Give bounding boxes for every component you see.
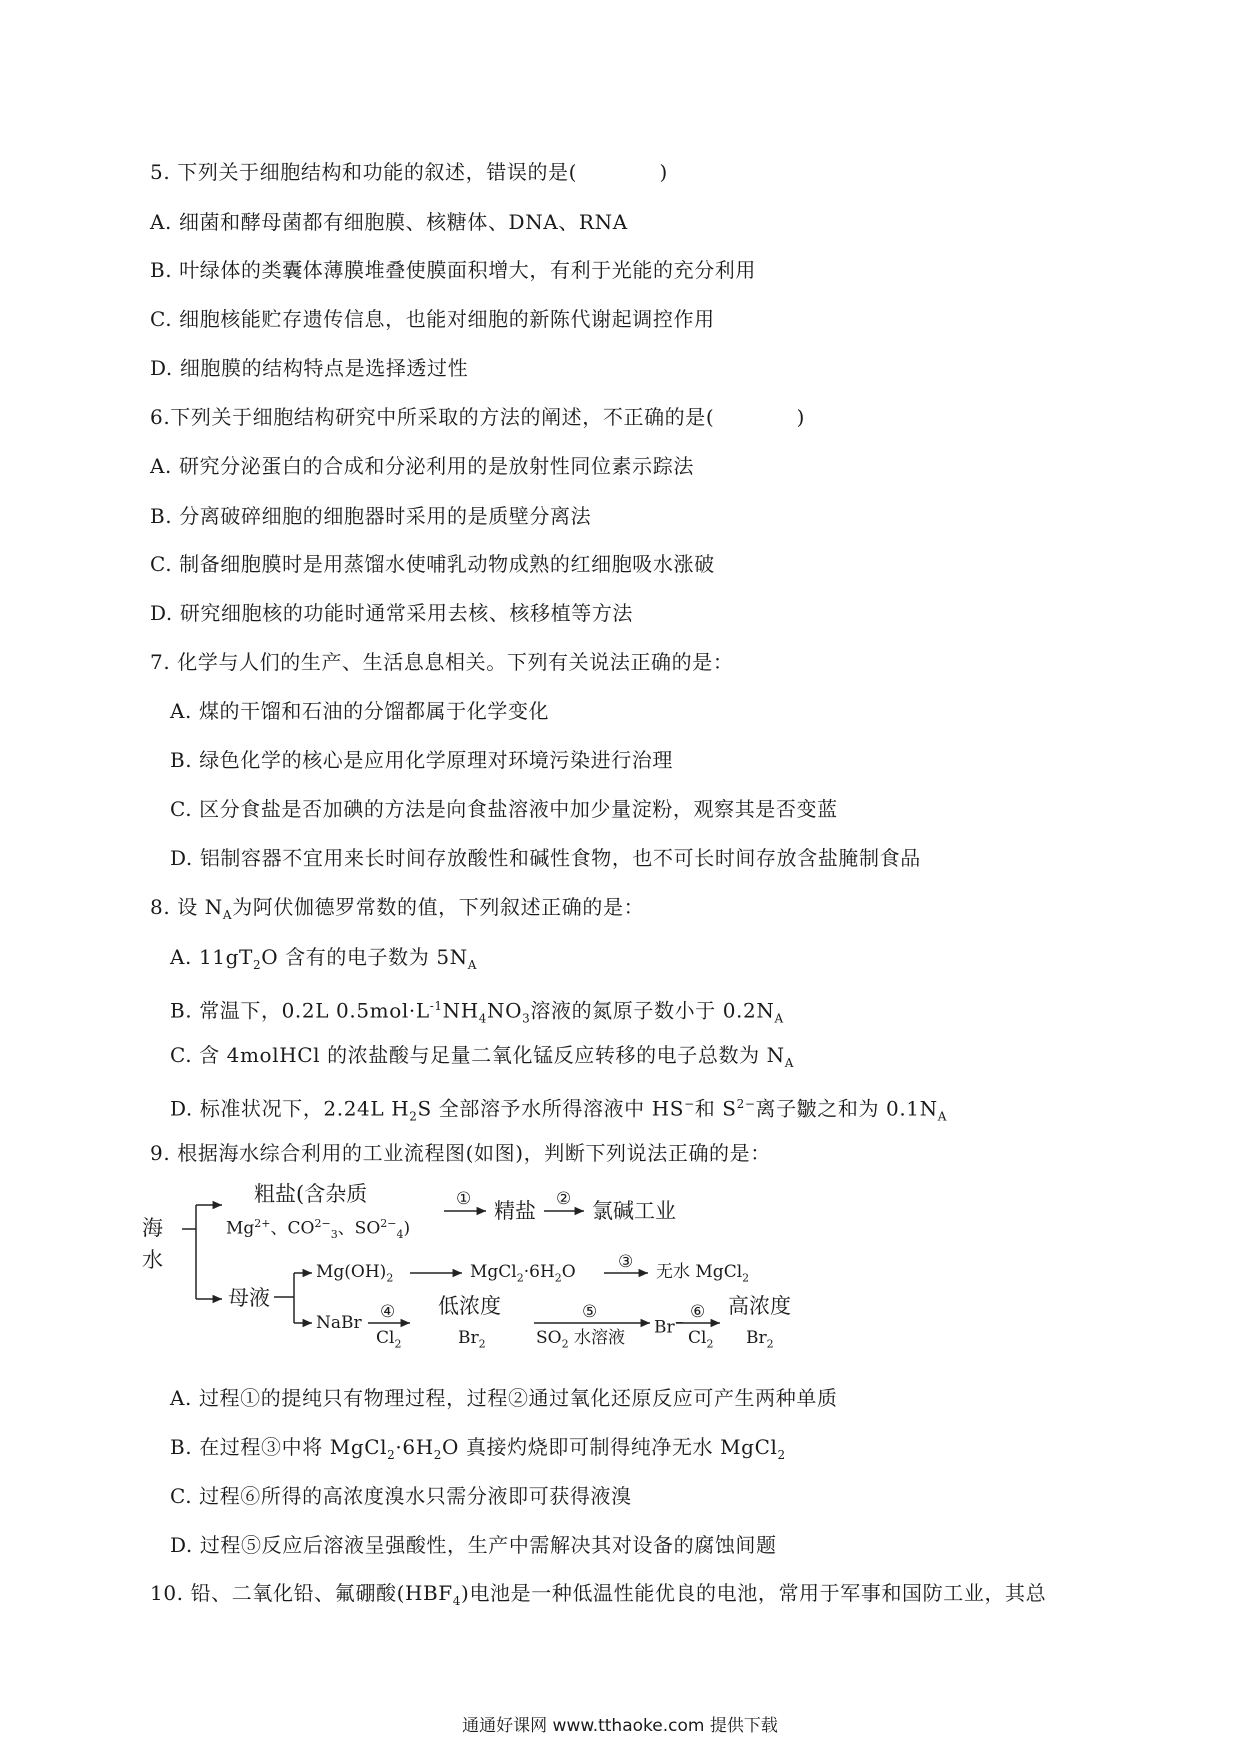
q8-option-b: B. 常温下，0.2L $0.5mol\cdot L^{-1}NH_4NO_3$溶液的氮原子数小于 $0.2N_A$	[170, 998, 784, 1026]
q6-option-d: D. 研究细胞核的功能时通常采用去核、核移植等方法	[150, 601, 634, 625]
q8-option-c: C. 含 4molHCl 的浓盐酸与足量二氧化锰反应转移的电子总数为 $N_A$	[170, 1043, 795, 1070]
label-step-5: ⑤	[582, 1302, 598, 1322]
q5-option-b: B. 叶绿体的类囊体薄膜堆叠使膜面积增大，有利于光能的充分利用	[150, 258, 757, 282]
q5-option-d: D. 细胞膜的结构特点是选择透过性	[150, 356, 469, 380]
label-mgcl2-hydrate: $MgCl_2\cdot 6H_2O$	[470, 1262, 576, 1285]
q5-option-a: A. 细菌和酵母菌都有细胞膜、核糖体、DNA、RNA	[150, 210, 628, 234]
q9-option-a: A. 过程①的提纯只有物理过程，过程②通过氧化还原反应可产生两种单质	[170, 1386, 838, 1410]
q6-option-a: A. 研究分泌蛋白的合成和分泌利用的是放射性同位素示踪法	[150, 454, 694, 478]
label-step-3: ③	[618, 1252, 634, 1272]
q7-option-c: C. 区分食盐是否加碘的方法是向食盐溶液中加少量淀粉，观察其是否变蓝	[170, 797, 838, 821]
label-crude-salt-impurities: $Mg^{2+}$、$CO^{2-}_3$、$SO^{2-}_4$)	[226, 1217, 411, 1242]
seawater-flow-diagram	[142, 1183, 862, 1361]
label-mgoh2: $Mg(OH)_2$	[316, 1262, 394, 1285]
footer-suffix: 提供下载	[704, 1716, 778, 1736]
q8-option-d: D. 标准状况下，2.24L $H_2S$ 全部溶予水所得溶液中 HS−和 $S^{2-}$离子皺之和为 $0.1N_A$	[170, 1096, 948, 1124]
q6-option-c: C. 制备细胞膜时是用蒸馏水使哺乳动物成熟的红细胞吸水涨破	[150, 552, 715, 576]
label-so2-solution: $SO_2$ 水溶液	[536, 1328, 625, 1351]
label-anhydrous-mgcl2: 无水 MgCl$_2$	[656, 1262, 750, 1285]
footer-site-link[interactable]: www.tthaoke.com	[552, 1716, 705, 1736]
q9-option-b: B. 在过程③中将 $MgCl_2\cdot 6H_2O$ 真接灼烧即可制得纯净无水 MgCl$_2$	[170, 1435, 786, 1462]
q10-stem: 10. 铅、二氧化铅、氟硼酸$(HBF_4)$电池是一种低温性能优良的电池，常用于军事和国防工业，其总	[150, 1581, 1047, 1608]
label-br2-high: $Br_2$	[746, 1328, 774, 1351]
label-refined-salt: 精盐	[494, 1199, 536, 1223]
label-cl2-step4: $Cl_2$	[376, 1328, 402, 1351]
q6-stem: 6.下列关于细胞结构研究中所采取的方法的阐述，不正确的是( )	[150, 405, 806, 429]
label-low-concentration: 低浓度	[438, 1294, 501, 1318]
label-cl2-step6: $Cl_2$	[688, 1328, 714, 1351]
q5-option-c: C. 细胞核能贮存遗传信息，也能对细胞的新陈代谢起调控作用	[150, 307, 715, 331]
q8-stem: 8. 设 $N_A$为阿伏伽德罗常数的值，下列叙述正确的是：	[150, 895, 645, 922]
q7-option-b: B. 绿色化学的核心是应用化学原理对环境污染进行治理	[170, 748, 674, 772]
label-seawater-2: 水	[142, 1248, 163, 1272]
label-crude-salt: 粗盐(含杂质	[254, 1182, 368, 1206]
q8-option-a: A. $11gT_2O$ 含有的电子数为 $5N_A$	[170, 945, 478, 972]
q6-option-b: B. 分离破碎细胞的细胞器时采用的是质壁分离法	[150, 504, 592, 528]
label-nabr: NaBr	[316, 1313, 362, 1333]
q9-stem: 9. 根据海水综合利用的工业流程图(如图)，判断下列说法正确的是：	[150, 1141, 771, 1165]
label-br-ion: Br−	[654, 1316, 684, 1338]
q7-stem: 7. 化学与人们的生产、生活息息相关。下列有关说法正确的是：	[150, 650, 734, 674]
q9-option-c: C. 过程⑥所得的高浓度溴水只需分液即可获得液溴	[170, 1484, 632, 1508]
label-high-concentration: 高浓度	[728, 1294, 791, 1318]
label-step-1: ①	[456, 1189, 472, 1209]
label-br2-low: $Br_2$	[458, 1328, 486, 1351]
q7-option-d: D. 铝制容器不宜用来长时间存放酸性和碱性食物，也不可长时间存放含盐腌制食品	[170, 846, 921, 870]
q7-option-a: A. 煤的干馏和石油的分馏都属于化学变化	[170, 699, 550, 723]
label-step-6: ⑥	[690, 1302, 706, 1322]
q9-option-d: D. 过程⑤反应后溶液呈强酸性，生产中需解决其对设备的腐蚀间题	[170, 1533, 777, 1557]
page-footer	[0, 1715, 1240, 1737]
label-seawater-1: 海	[142, 1216, 163, 1240]
label-chlor-alkali: 氯碱工业	[592, 1199, 676, 1223]
footer-prefix: 通通好课网	[462, 1716, 553, 1736]
q5-stem: 5. 下列关于细胞结构和功能的叙述，错误的是( )	[150, 160, 668, 184]
label-step-2: ②	[556, 1189, 572, 1209]
label-mother-liquor: 母液	[228, 1286, 270, 1310]
label-step-4: ④	[380, 1302, 396, 1322]
